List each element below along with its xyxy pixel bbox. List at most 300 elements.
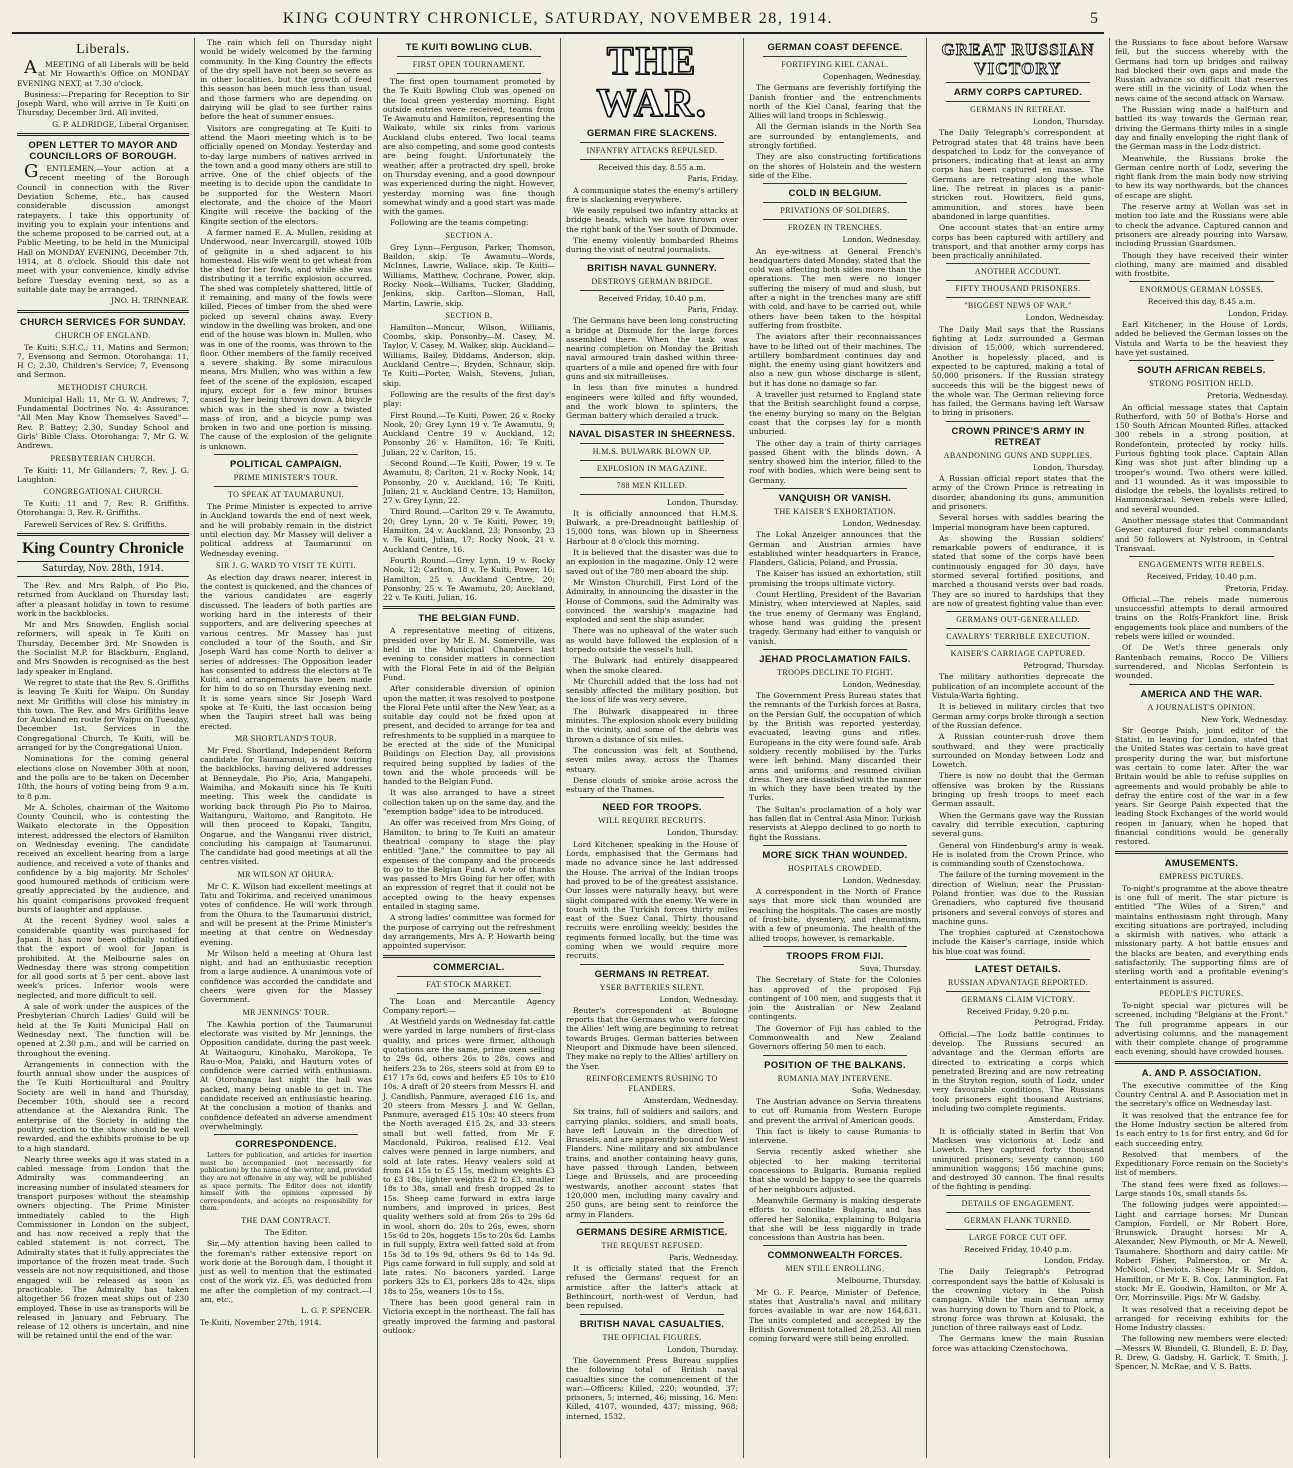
divider [763,845,907,846]
article-text: There is now no doubt that the German offensive was broken by the Russians bringing up fresh troops to meet each German assault. [932,771,1104,809]
war-subheading: LARGE FORCE CUT OFF. [968,1232,1068,1242]
results-text: Second Round.—Te Kuiti, Power, 19 v. Te Awamutu, 8; Carlton, 21 v. Rocky Nook, 14; Ponsonby, 20 v. Auckland, 16; Te Kuiti, Julian, 21 v. Auckland Centre, 13; Hamilton, 27 v. Grey Lynn, 22. [383,458,555,506]
war-subheading: RUMANIA MAY INTERVENE. [777,1073,893,1083]
divider [1129,281,1274,282]
dateline: London, Thursday. [1032,462,1104,472]
local-news-item: Mr A. Scholes, chairman of the Waitomo County Council, who is contesting the Waikato electorate in the Opposition interest, addressed the electors of Hamilton on Wednesday evening. The candidate received an excellent hearing from a large audience, and received a vote of thanks and confidence by a big majority. Mr Scholes' good humoured methods of criticism were greatly appreciated by the audience, and his quaint comparisons provoked frequent bursts of laughter and applause. [17,802,189,915]
dateline: Sofia, Wednesday. [851,1085,921,1095]
article-text: When the Germans gave way the Russian cavalry did terrible execution, capturing several guns. [932,810,1104,839]
war-subheading: A JOURNALIST'S OPINION. [1147,702,1256,712]
divider [946,263,1090,264]
article-text: The Germans are feverishly fortifying the Danish frontier and the entrenchments north of the Kiel Canal, fearing that the Allies will land troops in Schleswig. [749,83,921,121]
divider [397,56,541,57]
divider [580,477,724,478]
liberals-business: Business:—Preparing for Reception to Sir Joseph Ward, who will arrive in Te Kuiti on Thursday, December 3rd. All invited. [17,89,189,118]
dateline: New York, Wednesday. [1201,714,1288,724]
divider [946,1229,1090,1230]
war-subheading: VANQUISH OR VANISH. [778,492,892,504]
to-editor: The Editor. [264,1227,308,1237]
divider [580,964,724,965]
liberals-heading: Liberals. [76,42,130,57]
divider [383,955,555,958]
article-text: The executive committee of the King Country Central A. and P. Association met in the secretary's office on Wednesday last. [1115,1080,1288,1109]
divider [763,202,907,203]
war-subheading: TROOPS FROM FIJI. [786,950,884,962]
article-text: The Daily Telegraph's correspondent at Petrograd states that 48 trains have been despatched to Lodz for the conveyance of prisoners, indicating that at least an army corps has been captured en masse. The Germans are retreating along the whole line. The retreat in places is a panic-stricken rout. Howitzers, field guns, ammunition, and stores have been abandoned in large quantities. [932,128,1104,221]
section-b-heading: SECTION B. [445,310,493,320]
war-subheading: COMMONWEALTH FORCES. [767,1250,903,1262]
header-title: KING COUNTRY CHRONICLE, SATURDAY, NOVEMBER 28, 1914. [282,10,834,27]
war-subheading: POSITION OF THE BALKANS. [764,1059,906,1071]
article-text: There has been good general rain in Victoria except in the northeast. The fall has greatly improved the farming and pastoral outlook. [383,1298,555,1335]
divider [397,73,541,74]
divider [580,142,724,143]
war-subheading: GERMANS IN RETREAT. [970,105,1066,114]
article-text: The Loan and Mercantile Agency Company report:— [383,996,555,1015]
war-subheading: ENGAGEMENTS WITH REBELS. [1138,560,1265,570]
dateline: Paris, Friday. [687,174,738,184]
divider [580,424,724,425]
column-4 [561,38,744,1458]
received-line: Received this day, 8.55 a.m. [598,163,706,172]
article-text: It was also arranged to have a street collection taken up on the same day, and the "exemption badge" idea to be introduced. [383,788,555,817]
letter-date: Te Kuiti, November 27th, 1914. [200,1317,322,1327]
congregational-text: Te Kuiti: 11 and 7, Rev. R. Griffiths. Otorohanga: 3, Rev. R. Griffiths. [17,499,189,518]
article-text: The Kaiser has issued an exhortation, still promising the troops ultimate victory. [749,569,921,588]
war-subheading: GERMANS CLAIM VICTORY. [961,995,1075,1005]
divider [1115,1061,1288,1064]
article-text: The Germans have been long constructing a bridge at Dixmude for the large forces assembled there. When the task was nearing completion on Monday the British naval armoured train dashed within three-quarters of a mile and opened fire with four guns and six mitrailleuses. [566,316,738,382]
war-subheading: LATEST DETAILS. [975,964,1061,976]
war-subheading: PRIVATIONS OF SOLDIERS. [780,206,890,216]
divider [946,101,1090,102]
article-text: We easily repulsed two infantry attacks at bridge heads, which we have thrown over the right bank of the Yser south of Dixmude. [566,206,738,234]
article-text: As showing the Russian soldiers' remarkable powers of endurance, it is stated that some of the corps have been continuously engaged for 30 days, have stormed several fortified positions, and marched a thousand versts over bad roads. They are so inured to hardships that they are now of greatest fighting value than ever. [932,533,1104,608]
war-subheading: 788 MEN KILLED. [616,480,688,490]
divider [17,133,189,136]
article-text: An official message states that Captain Rutherford, with 50 of Botha's Horse and 150 South African Mounted Rifles, attacked 300 rebels in a strong position, at Rondefontein, protected by rocky hills. Furious fighting took place. Captain Allan King was shot just after blinding up a trooper's wound. Two others were killed, and 11 wounded. As it was impossible to dislodge the rebels, the loyalists retired to Hammonskraal. Seven rebels were killed, and several wounded. [1115,402,1288,514]
great-russian-victory-heading: GREAT RUSSIAN VICTORY [941,40,1095,78]
war-subheading: MEN STILL ENROLLING. [785,1264,885,1274]
article-text: The following new members were elected:—Messrs W. Blundell, G. Blundell, E. D. Day, R. Drew, G. Gadsby, H. Garlick, T. Smith, J. Spencer, N. McRae, and V. S. Batts. [1115,1334,1288,1372]
divider [946,645,1090,646]
dateline: Suva, Thursday. [859,963,921,973]
article-text: The Governor of Fiji has cabled to the Commonwealth and New Zealand Governors offering 50 men to each. [749,1023,921,1052]
divider [946,1195,1090,1196]
divider [580,494,724,495]
article-text: Reuter's correspondent at Boulogne reports that the Germans who were forcing the Allies' left wing are beginning to retreat towards Bruges. German batteries between Nieuport and Dixmude have been silenced. They make no reply to the Allies' artillery on the Yser. [566,1005,738,1071]
war-subheading: GERMANS DESIRE ARMISTICE. [576,1226,728,1238]
article-text: Lord Kitchener, speaking in the House of Lords, emphasised that the Germans had made no advance since he last addressed the House. The arrival of the Indian troops had proved to be of the greatest assistance. Our losses were naturally heavy, but were slight compared with the enemy. We were in touch with the Turkish forces thirty miles east of the Suez Canal. Thirty thousand recruits were enrolling weekly, besides the regiments formed locally, but the time was coming when we would require more recruits. [566,839,738,961]
war-subheading: AMERICA AND THE WAR. [1140,688,1263,700]
war-subheading: NAVAL DISASTER IN SHEERNESS. [568,428,736,440]
divider [397,993,541,994]
article-text: The Government Press Bureau states that the remnants of the Turkish forces at Basra, on the Persian Gulf, the occupation of which by the British was reported yesterday, evacuated, leaving guns and rifles. Europeans in the city were found safe. Arab soldiery recently mobilised by the Turks were left behind. Many discarded their arms and uniforms and resumed civilian dress. They are dissatisfied with the manner in which they have been treated by the Turks. [749,691,921,803]
war-subheading: EXPLOSION IN MAGAZINE. [596,463,708,473]
war-subheading: JEHAD PROCLAMATION FAILS. [759,653,911,665]
war-subheading: ARMY CORPS CAPTURED. [953,87,1083,98]
war-subheading: H.M.S. BULWARK BLOWN UP. [592,446,712,456]
war-subheading: COLD IN BELGIUM. [788,188,882,200]
dateline: London, Thursday. [1032,117,1104,126]
dateline: Pretoria, Wednesday. [1206,391,1288,401]
local-news-item: We regret to state that the Rev. S. Griffiths is leaving Te Kuiti for Waipu. On Sunday next Mr Griffiths will close his ministry in this town. The Rev. and Mrs Griffiths leave for Auckland en route for Waipu on Tuesday, December 1st. Services in the Congregational Church, Te Kuiti, will be arranged for by the Congregational Union. [17,677,189,753]
divider [17,533,189,536]
article-text: Official.—The rebels made numerous unsuccessful attempts to derail armoured trains on the Rolfs-Frankfort line. Brisk engagements took place and numbers of the rebels were killed or wounded. [1115,594,1288,642]
column-6 [927,38,1110,1458]
article-text: Mr C. K. Wilson had excellent meetings at Tatu and Tokirima, and received unanimous votes of confidence. He will work through from the Ohura to the Taumarunui district, and will be present at the Prime Minister's meeting at that centre on Wednesday evening. [200,881,372,947]
war-subheading: REINFORCEMENTS RUSHING TO FLANDERS. [586,1073,718,1093]
article-text: Following are the teams competing: [390,218,529,228]
article-text: Official.—The Lodz battle continues to develop. The Russians secured an advantage and the German efforts are directed to extricating a corps which penetrated Brezing and are now retreating in the Stryton region, south of Lodz, under very favourable conditions. The Russians took prisoners eight thousand Austrians, including two complete regiments. [932,1029,1104,1114]
local-news-item: Nearly three weeks ago it was stated in a cabled message from London that the Admiralty was commandeering an increasing number of insulated steamers for transport purposes without the steamship owners objecting. The Prime Minister immediately cabled to the High Commissioner in London on the subject, and has now received a reply that the cabled statement is not correct. The Admiralty states that it fully appreciates the importance of the frozen meat trade. Such vessels are not now requisitioned, and those engaged will be released as soon as practicable. The Admiralty has taken altogether 56 frozen meat ships out of 230 employed. These in use as transports will be released in January and February. The release of 12 others is uncertain, and nine will be retained until the end of the war. [17,1154,189,1341]
article-text: The stand fees were fixed as follows:—Large stands 10s, small stands 5s. [1115,1179,1288,1198]
article-text: It was resolved that a receiving depot be arranged for receiving exhibits for the Home Industry classes. [1115,1304,1288,1333]
church-england-text: Te Kuiti: S.H.C.; 11, Matins and Sermon; 7, Evensong and Sermon. Otorohanga: 11, H C; 2.30, Children's Service; 7, Evensong and Sermon. [17,342,189,380]
divider [763,946,907,947]
divider [383,606,555,609]
article-text: The Lokal Anzeiger announces that the German and Austrian armies have established winter headquarters in France, Flanders, Galicia, Poland, and Prussia. [749,530,921,568]
dateline: London, Wednesday. [842,235,921,245]
presbyterian-text: Te Kuiti: 11, Mr Gillanders; 7, Rev. J. G. Laughton. [17,465,189,484]
open-letter-signature: JNO. H. TRINNEAR. [111,296,189,306]
article-text: The Sultan's proclamation of a holy war has fallen flat in Central Asia Minor. Turkish reservists at Aleppo declined to go north to fight the Russians. [749,804,921,842]
divider [763,183,907,184]
article-text: General von Hindenburg's army is weak. He is isolated from the Crown Prince, who is commanding south of Czenstochowa. [932,840,1104,869]
jennings-heading: MR JENNINGS' TOUR. [242,1007,330,1017]
war-subheading: ENORMOUS GERMAN LOSSES. [1139,285,1264,295]
war-subheading: FIFTY THOUSAND PRISONERS. [955,284,1081,294]
war-subheading: THE REQUEST REFUSED. [601,1240,703,1250]
article-text: Mr Fred. Shortland, Independent Reform candidate for Taumarunui, is now touring the backblocks, having delivered addresses at Benneydale, Pio Pio, Aria, Mangapehi, Waimiha, and Mokauiti since his Te Kuiti meeting. This week the candidate is working back through Pio Pio to Mairoa, Waitanguru, Waitomo, and Rangitoto. He will then proceed to Kopaki, Tangitu, Ongarue, and the Wanganui river district, concluding his campaign at Taumarunui. The candidate had good meetings at all the centres visited. [200,745,372,867]
article-text: A traveller just returned to England state that the British searchlight found a corpse, the enemy burying so many on the Belgian coast that the corpses lay for a month unburied. [749,390,921,437]
liberals-notice: AMEETING of all Liberals will be held at Mr Howarth's Office on MONDAY EVENING NEXT, at 7.30 o'clock. [17,57,189,88]
ap-association-heading: A. AND P. ASSOCIATION. [1141,1067,1262,1079]
article-text: The trophies captured at Czenstochowa include the Kaiser's carriage, inside which his blue coat was found. [932,928,1104,956]
divider [763,1055,907,1056]
article-text: In less than five minutes a hundred engineers were killed and fifty wounded, and the work blown to splinters, the German battery which derailed a truck. [566,383,738,421]
local-news-item: At the recent Sydney wool sales a considerable quantity was purchased for Japan. It has now been officially notified that the export of wool for Japan is prohibited. At the Melbourne sales on Wednesday there was strong competition for all good sorts at 5 per cent. above last week's prices. Inferior wools were neglected, and more difficult to sell. [17,916,189,1000]
war-subheading: KAISER'S CARRIAGE CAPTURED. [950,649,1086,659]
article-text: Of De Wet's three generals only Rantenbach remains, Rocco De Villiers surrendered, and Nicolas Serfontein is wounded. [1115,643,1288,681]
commercial-heading: COMMERCIAL. [433,961,505,973]
local-news-item: The rain which fell on Thursday night would be widely welcomed by the farming community. In the King Country the effects of the dry spell have not been so severe as in other localities, but the growth of feed this season has been much less than usual, and those farmers who are depending on dairying will be glad to see further rains before the heat of summer ensues. [200,38,372,122]
war-subheading: GERMANS OUT-GENERALLED. [956,615,1080,625]
divider [1129,360,1274,361]
article-text: The other day a train of thirty carriages passed Ghent with the blinds down. A sentry showed him the interior, filled to the roof with bodies, which were being sent to Germany. [749,438,921,485]
results-text: Third Round.—Carlton 29 v. Te Awamutu, 20; Grey Lynn, 20 v. Te Kuiti, Power, 19; Hamilton, 24 v. Auckland, 23; Ponsonby, 23 v. Te Kuiti, Julian, 17; Rocky Nook, 21 v. Auckland Centre, 16. [383,507,555,554]
article-text: To-night special war pictures will be screened, including "Belgians at the Front." The full programme appears in our advertising columns, and the management with their complete change of programme each evening, should have crowded houses. [1115,1000,1288,1057]
dam-contract-heading: THE DAM CONTRACT. [241,1215,331,1225]
war-subheading: ANOTHER ACCOUNT. [974,267,1062,277]
article-text: It is officially stated that the French refused the Germans' request for an armistice after the latter's attack at Bethincourt, north-west of Verdun, had been repulsed. [566,1264,738,1311]
local-news-item: Arrangements in connection with the fourth annual show under the auspices of the Te Kuiti Horticultural and Poultry Society are well in hand and Thursday, December 10th, should see a record attendance at the Alexandra Rink. The enterprise of the Society in adding the poultry section to the show should be well rewarded, and the exhibits promise to be up to a high standard. [17,1059,189,1153]
divider [763,649,907,650]
dateline: London, Wednesday. [1025,313,1104,323]
article-text: The enemy violently bombarded Rheims during the visit of neutral journalists. [566,236,738,255]
article-text: The following judges were appointed:—Light and carriage horses: Mr Duncan Campion, Fordell, or Mr Robert Hore, Brunswick. Draught horses: Mr A. Alexander, New Plymouth, or Mr A. Newell, Taumahere. Shorthorn and dairy cattle: Mr Robert Fisher, Palmerston, or Mr A. McNicol, Cheviots. Sheep: Mr R. Seddon, Hamilton, or Mr E. B. Cox, Lanmington. Fat stock: Mr E. Goodwin, Hamilton, or Mr A. Orr, Morrinsville. Pigs: Mr W. Gadsby. [1115,1200,1288,1303]
peoples-pictures-heading: PEOPLE'S PICTURES. [1159,988,1244,998]
divider [763,488,907,489]
letter-signature: L. G. P. SPENCER. [301,1306,372,1316]
divider [763,1245,907,1246]
divider [946,421,1090,422]
article-text: An offer was received from Mrs Going, of Hamilton, to bring to Te Kuiti an amateur theatrical company to stage the play entitled "Jane," the committee to pay all expenses of the company and the proceeds to go to the Belgian Fund. A vote of thanks was passed to Mrs Going for her offer, with an expression of regret that it could not be accepted owing to the heavy expenses entailed in staging same. [383,818,555,912]
dateline: Pretoria, Friday. [1225,583,1288,593]
methodist-text: Municipal Hall: 11, Mr G. W. Andrews; 7, Fundamental Doctrines No. 4: Assurance: "All Men May Know Themselves Saved"—Rev. P. Battey; 2.30, Sunday School and Girls' Bible Class. Otorohanga: 7, Mr G. W. Andrews. [17,394,189,451]
war-subheading: HOSPITALS CROWDED. [787,863,883,873]
article-text: At Westfield yards on Wednesday fat cattle were yarded in large numbers of first-class quality, and prices were firmer, although quotations are the same, prime oxen selling to 29s 6d, others 26s to 28s, cows and heifers 23s to 26s, steers sold at from £9 to £17 17s 6d, cows and heifers £5 10s to £10 10s. A draft of 20 steers from Messrs H. and J. Candlish, Panmure, averaged £16 1s, and 20 steers from Messrs J. and W. Gellan, Panmure, averaged £15 10s; 40 steers from the North averaged £15 2s, and 33 steers small but well fatted, from Mr F. Macdonald, Pukiroa, realised £12. Veal calves were penned in large numbers, and sold at late rates. Heavy vealers sold at from £4 15s to £5 15s, medium weights £3 to £3 18s, lighter weights £2 to £3, smaller 18s to 38s, small and fresh dropped 2s to 15s. Sheep came forward in extra large numbers, and improved in prices. Best quality wethers sold at from 26s to 29s 6d in wool, shorn do. 20s to 26s, ewes, shorn 15s 6d to 20s, hoggets 15s to 20s 6d. Lambs in full supply, Extra well fatted sold at from 15s 3d to 19s 9d, others 9s 6d to 14s 9d. Pigs came forward in full supply, and sold at late rates. No baconers yarded. Large porkers 32s to £3, porkers 28s to 42s, slips 18s to 25s, weaners 10s to 15s. [383,1017,555,1296]
article-text: A strong ladies' committee was formed for the purpose of carrying out the refreshment day arrangements, Mrs A. P. Howarth being appointed supervisor. [383,913,555,951]
article-text: Resolved that members of the Expeditionary Force remain on the Society's list of members. [1115,1149,1288,1178]
divider [580,258,724,259]
team-list: Grey Lynn—Ferguson, Parker, Thomson, Baildon, skip. Te Awamutu—Words, McInnes, Lawrie, Wallace, skip. Te Kuiti—Williams, Matthew, Cochrane, Power, skip. Rocky Nook—Williams, Tucker, Gladding, Jenkins, skip. Carlton—Sloman, Hall, Martin, Lawrie, skip. [383,242,555,308]
war-subheading: BRITISH NAVAL CASUALTIES. [579,1318,725,1330]
article-text: The Prime Minister is expected to arrive in Auckland towards the end of next week, and he will probably remain in the district until election day. Mr Massey will deliver a political address at Taumarunui on Wednesday evening. [200,502,372,558]
article-text: The Daily Telegraph's Petrograd correspondent says the battle of Kolusaki is the crowning victory in the Polish campaign. While the main German army was hurrying down to Thorn and to Plock, a strong force was thrown at Kolusaki, the junction of three railways east of Lodz. [932,1267,1104,1333]
bowling-club-heading: TE KUITI BOWLING CLUB. [405,42,533,53]
article-text: As election day draws nearer, interest in the contest is quickened, and the chances of the various candidates are eagerly discussed. The leaders of both parties are working hard in the interests of their supporters, and are delivering speeches at various centres. Mr Massey has just concluded a tour of the South, and Sir Joseph Ward has come North to deliver a series of addresses. The Opposition leader has consented to address the electors at Te Kuiti, and arrangements have been made for him to do so on Thursday evening next. It is some years since Sir Joseph Ward spoke at Te Kuiti, the last occasion being when the Taupiri street hall was being erected. [200,572,372,731]
ward-visit-heading: SIR J. G. WARD TO VISIT TE KUITI. [216,560,356,570]
pm-speak-heading: TO SPEAK AT TAUMARUNUI. [227,490,345,500]
columns [12,38,1288,1458]
received-line: Received, Friday, 10.40 p.m. [1146,572,1257,582]
article-text: The first open tournament promoted by the Te Kuiti Bowling Club was opened on the local green yesterday morning. Eight outside entries were received, teams from Te Awamutu and Hamilton, representing the Waikato, while six rinks from various Auckland clubs entered. Two local teams are also competing, and some good contests are being fought. Unfortunately the weather, after a protracted dry spell, broke on Thursday evening, and a good downpour was experienced during the night. However, yesterday morning was fine though somewhat windy and a good start was made with the games. [383,77,555,217]
war-subheading: WILL REQUIRE RECRUITS. [598,816,706,826]
article-text: There was no upheaval of the water such as would have followed the explosion of a torpedo outside the vessel's hull. [566,626,738,654]
article-text: This fact is likely to cause Rumania to intervene. [749,1126,921,1146]
received-line: Received Friday, 9.20 p.m. [966,1007,1070,1017]
war-subheading: RUSSIAN ADVANTAGE REPORTED. [948,978,1088,988]
article-text: It is officially announced that H.M.S. Bulwark, a pre-Dreadnought battleship of 15,000 tons, was blown up in Sheerness Harbour at 8 o'clock this morning. [566,508,738,546]
received-line: Received Friday, 10.40 p.m. [598,293,706,303]
article-text: Meanwhile, the Russians broke the German centre north of Lodz, severing the right flank from the main body now striving to hew its way northwards, but the chances of escape are slight. [1115,153,1288,200]
article-text: A communique states the enemy's artillery fire is slackening everywhere. [566,185,738,204]
page-header [12,8,1104,34]
dateline: Amsterdam, Wednesday. [643,1095,738,1105]
war-subheading: THE OFFICIAL FIGURES. [602,1332,702,1342]
article-text: Mr G. F. Pearce, Minister of Defence, states that Australia's naval and military forces available in war are now 164,631. The units completed and accepted by the British Government totalled 28,253. All men coming forward were still being enrolled. [749,1287,921,1344]
open-letter-body: GENTLEMEN,—Your action at a recent meeting of the Borough Council in connection with the River Deviation Scheme, etc., has caused considerable discussion amongst ratepayers. I take this opportunity of inviting you to explain your intentions and the scheme proposed to be carried out, at a Public Meeting, to be held in the Municipal Hall on MONDAY EVENING, December 7th, 1914, at 8 o'clock. Should this date not meet with your convenience, kindly advise before Tuesday evening next, so as a suitable date may be arranged. [17,161,189,294]
article-text: A Russian counter-rush drove them southward, and they were practically surrounded on Monday between Lodz and Lowetch. [932,732,1104,770]
divider [946,628,1090,629]
divider [946,280,1090,281]
dateline: Melbourne, Thursday. [836,1276,921,1286]
divider [214,486,358,487]
article-text: The Bulwark disappeared in three minutes. The explosion shook every building in the vicinity, and some of the debris was thrown a distance of six miles. [566,706,738,744]
divider [946,991,1090,992]
column-7 [1110,38,1293,1458]
dateline: London, Wednesday. [842,875,921,885]
article-text: The reserve army at Wollan was set in motion too late and the Russians were able to check the advance. Captured cannon and prisoners are already pouring into Warsaw, including Prussian Guardsmen. [1115,202,1288,249]
article-text: After considerable diversion of opinion upon the matter, it was resolved to postpone the Floral Fete until after the New Year, as a suitable day could not be fixed upon at present, and decided to arrange for tea and refreshments to be supplied in a marquee to be erected at the side of the Municipal Buildings on Election Day, all provisions required being supplied by ladies of the town and the whole proceeds will be handed to the Belgian Fund. [383,684,555,787]
article-text: A representative meeting of citizens, presided over by Mr E. M. Somerville, was held in the Municipal Chambers last evening to consider matters in connection with the Floral Fete in aid of the Belgian Fund. [383,626,555,682]
amusements-heading: AMUSEMENTS. [1164,857,1239,869]
war-subheading: BRITISH NAVAL GUNNERY. [587,262,717,274]
local-news-item: The Rev. and Mrs Ralph, of Pio Pio, returned from Auckland on Thursday last, after a pleasant holiday in town to resume work in the backblocks. [17,580,189,618]
political-campaign-heading: POLITICAL CAMPAIGN. [230,459,342,471]
farewell-services: Farewell Services of Rev. S. Griffiths. [24,519,167,529]
dateline: Amsterdam, Friday. [1028,1115,1104,1125]
dateline: London, Thursday. [666,828,738,838]
article-text: Earl Kitchener, in the House of Lords, added he believed the German losses on the Vistula and Warta to be the heaviest they have yet sustained. [1115,320,1288,357]
dateline: Petrograd, Friday. [1034,1018,1104,1028]
article-text: A correspondent in the North of France says that more sick than wounded are reaching the hospitals. The cases are mostly of frost-bite, dysentery, and rheumatism, with a few of pneumonia. The health of the allied troops, however, is remarkable. [749,887,921,943]
article-text: Dense clouds of smoke arose across the estuary of the Thames. [566,775,738,795]
divider [17,310,189,313]
congregational-heading: CONGREGATIONAL CHURCH. [43,487,163,497]
page-number: 5 [1090,10,1098,27]
local-news-item: A sale of work under the auspices of the Presbyterian Church Ladies' Guild will be held at the Te Kuiti Municipal Hall on Wednesday next. The function will be opened at 2.30 p.m., and will be carried on throughout the evening. [17,1002,189,1058]
war-subheading: YSER BATTERIES SILENT. [599,982,705,992]
article-text: The Russian wing made a half-turn and battled its way towards the German rear, driving the Germans thirty miles in a single day and finally enveloping the right flank of the German mass in the Lodz district. [1115,105,1288,152]
dateline: Copenhagen, Wednesday. [822,72,921,81]
divider [580,1314,724,1315]
article-text: The Bulwark had entirely disappeared when the smoke cleared. [566,656,738,675]
dateline: London, Friday. [1227,308,1288,318]
article-text: The Austrian advance on Servia threatens to cut off Rumania from Western Europe and prevent the arrival of American goods. [749,1096,921,1125]
column-5 [744,38,927,1458]
presbyterian-heading: PRESBYTERIAN CHURCH. [50,453,156,463]
article-text: Following are the results of the first day's play: [383,389,555,409]
section-a-heading: SECTION A. [445,230,493,240]
liberals-signature: G. P. ALDRIDGE, Liberal Organiser. [52,119,189,129]
war-subheading: TROOPS DECLINE TO FIGHT. [777,667,893,677]
team-list: Hamilton—Moncur, Wilson, Williams, Coombs, skip. Ponsonby—M. Casey, M. Taylor, V. Casey, M. Walker, skip. Auckland—Williams, Bailey, Diddams, Anderson, skip. Auckland Centre—, Bryden, Schnaur, skip. Te Kuiti—Porter, Walsh, Stevens, Julian, skip. [383,322,555,388]
divider [580,1222,724,1223]
divider [763,219,907,220]
open-letter-heading: OPEN LETTER TO MAYOR AND COUNCILLORS OF BOROUGH. [28,140,178,163]
war-subheading: GERMAN FLANK TURNED. [964,1215,1072,1225]
article-text: Six trains, full of soldiers and sailors, and carrying planks, soldiers, and small boats, have left Louvain in the direction of Brussels, and are apparently bound for West Flanders. Nine military and six ambulance trains, and another containing heavy guns, have passed through Landen, between Liege and Brussels, and are proceeding westwards, another account states that 120,000 men, including many cavalry and 250 guns, are being sent to reinforce the army in Flanders. [566,1107,738,1219]
methodist-heading: METHODIST CHURCH. [57,382,149,392]
divider [580,159,724,160]
article-text: The Secretary of State for the Colonies has approved of the proposed Fiji contingent of 100 men, and suggests that it join the Australian or New Zealand contingents. [749,975,921,1022]
article-text: The Germans knew the main Russian force was attacking Czenstochowa. [932,1334,1104,1353]
divider [580,797,724,798]
dateline: Paris, Wednesday. [669,1252,738,1262]
article-text: The military authorities deprecate the publication of an incomplete account of the Vistula-Warta fighting. [932,672,1104,701]
dateline: London, Wednesday. [842,518,921,528]
received-line: Received this day, 8.45 a.m. [1147,297,1256,307]
divider [946,959,1090,960]
divider [214,454,358,455]
article-text: The concussion was felt at Southend, seven miles away, across the Thames estuary. [566,745,738,774]
war-subheading: GERMANS IN RETREAT. [594,968,710,980]
war-subheading: ABANDONING GUNS AND SUPPLIES. [943,450,1093,460]
divider [763,56,907,57]
wilson-heading: MR WILSON AT OHURA. [237,869,335,879]
column-1 [12,38,195,1458]
tournament-heading: FIRST OPEN TOURNAMENT. [412,60,526,69]
pm-tour-heading: PRIME MINISTER'S TOUR. [233,473,339,483]
divider [580,290,724,291]
war-subheading: "BIGGEST NEWS OF WAR." [964,301,1072,311]
war-subheading: INFANTRY ATTACKS REPULSED. [586,146,718,155]
article-text: The failure of the turning movement in the direction of Wieliun, near the Prussian-Poland frontier, was due to the Russian Grenadiers, who captured five thousand prisoners and several convoys of stores and machine guns. [932,870,1104,926]
article-text: One account states that an entire army corps has been captured with artillery and transport, and that another army corps has been practically annihilated. [932,223,1104,261]
article-text: To-night's programme at the above theatre is one full of merit. The star picture is entitled "The Wiles of a Siren," and maintains enthusiasm right through. Many exciting situations are portrayed, including a skirmish with natives, who attack a missionary party. A hot battle ensues and the blacks are beaten, and everything ends satisfactorily. The supporting films are of sterling worth and a profitable evening's entertainment is assured. [1115,883,1288,986]
divider [580,460,724,461]
empress-pictures-heading: EMPRESS PICTURES. [1159,871,1244,881]
article-text: Sir George Paish, joint editor of the Statist, in leaving for London, stated that the United States was certain to have great prosperity during the war, but misfortune was certain to come later. After the war Britain would be able to refuse supplies on agreements and would probably be able to defray the entire cost of the war in a few years. Sir George Paish expected that the leading Stock Exchanges of the world would reopen in January, when he hoped that financial conditions would be generally restored. [1115,725,1288,847]
article-text: It is believed in military circles that two German army corps broke through a section of the Russian defence. [932,702,1104,730]
article-text: Mr Churchill added that the loss had not sensibly affected the military position, but the loss of life was very severe. [566,676,738,705]
belgian-fund-heading: THE BELGIAN FUND. [418,613,520,625]
war-subheading: STRONG POSITION HELD. [1149,379,1254,389]
divider [1129,684,1274,685]
local-news-item: Visitors are congregating at Te Kuiti to attend the Maori meeting which is to be officially opened on Monday. Yesterday and to-day large numbers of natives arrived in the town and a good many others are still to arrive. One of the chief objects of the meeting is to decide upon the candidate to be supported for the Western Maori electorate, and the choice of the Maori Kingite will receive the backing of the Kingite section of the electors. [200,123,372,226]
article-text: Servia recently asked whether she objected to her making territorial concessions to Bulgaria. Rumania replied that she would be happy to see the quarrels of her neighbours adjusted. [749,1147,921,1194]
divider [946,297,1090,298]
divider [1115,851,1288,854]
divider [214,1134,358,1135]
article-text: Mr Wilson held a meeting at Ohura last night, and had an enthusiastic reception from a large audience. A unanimous vote of confidence was accorded the candidate and cheers were given for the Massey Government. [200,948,372,1005]
war-subheading: FORTIFYING KIEL CANAL. [781,60,889,69]
war-subheading: THE KAISER'S EXHORTATION. [774,506,896,516]
article-text: It is believed that the disaster was due to an explosion in the magazine. Only 12 were saved out of the 780 men aboard the ship. [566,548,738,576]
article-text: the Russians to face about before Warsaw fell, but the success whereby with the Germans had torn up bridges and railway had blocked their own gaps and made the Russian advance so difficult that reserves were still in the vicinity of Lodz when the news came of the second attack on Warsaw. [1115,38,1288,103]
fat-stock-heading: FAT STOCK MARKET. [426,979,512,989]
article-text: A Russian official report states that the army of the Crown Prince is retreating in disorder, abandoning its guns, ammunition and prisoners. [932,474,1104,511]
article-text: It was resolved that the entrance fee for the Home Industry section be altered from 1s each entry to 1s for first entry, and 6d for each succeeding entry. [1115,1110,1288,1148]
war-subheading: CAVALRYS' TERRIBLE EXECUTION. [946,632,1090,642]
local-news-item: A farmer named E. A. Mullen, residing at Underwood, near Invercargill, stowed 10lb of gelignite in a shed adjacent to his homestead. His wife went to get wheat from the shed for her fowls, and while she was distributing it a terrific explosion occurred. The shed was completely shattered, little of it remaining, and many of the fowls were killed. Pieces of timber from the shed were picked up several chains away. Every window in the dwelling was broken, and one end of the house was blown in. Mullen, who was in one of the rooms, was thrown to the floor. Other members of the family received a severe shaking. By some miraculous means, Mrs Mullen, who was within a few feet of the scene of the explosion, escaped injury, except for a few minor bruises caused by her being thrown down. A bicycle which was in the shed is now a twisted mass of iron, and a bicycle pump was broken in two and one portion is missing. The cause of the explosion of the gelignite is unknown. [200,227,372,451]
article-text: The Kawhia portion of the Taumarunui electorate was visited by Mr Jennings, the Opposition candidate, during the past week. At Waitaoguru, Kinohaku, Marokopa, Te Rau-o-Moa, Paiaki, and Hauturu votes of confidence were carried with enthusiasm. At Otorohanga last night the hall was packed, many being unable to get in. The candidate received an enthusiastic hearing. At the conclusion a motion of thanks and confidence defeated an adverse amendment overwhelmingly. [200,1019,372,1131]
article-text: They are also constructing fortifications on the shores of Holstein and the western side of the Elbe. [749,152,921,180]
local-news-item: Nominations for the coming general elections close on November 30th at noon, and the polls are to be taken on December 10th, the hours of voting being from 9 a.m. to 8 p.m. [17,754,189,801]
article-text: It is officially stated in Berlin that Von Macksen was victorious at Lodz and Lowetch. They captured forty thousand uninjured prisoners; seventy cannon; 160 ammunition waggons; 156 machine guns; and destroyed 30 cannon. The final results of the fighting is pending. [932,1126,1104,1192]
war-subheading: CROWN PRINCE'S ARMY IN RETREAT [951,425,1085,448]
results-text: Fourth Round.—Grey Lynn, 19 v. Rocky Nook, 12; Carlton, 18 v. Te Kuiti, Power, 16; Hamilton, 25 v. Auckland Centre, 20; Ponsonby, 25 v. Te Awamutu, 20; Auckland, 22 v. Te Kuiti, Julian, 16. [383,555,555,603]
issue-dateline: Saturday, Nov. 28th, 1914. [17,561,189,577]
divider [397,976,541,977]
article-text: Though they have received their winter clothing, many are maimed and disabled with frostbite. [1115,250,1288,279]
war-subheading: SOUTH AFRICAN REBELS. [1137,365,1266,377]
dateline: London, Wednesday. [842,679,921,689]
church-england-heading: CHURCH OF ENGLAND. [55,330,151,340]
dateline: London, Thursday. [666,497,738,507]
shortland-heading: MR SHORTLAND'S TOUR. [235,733,337,743]
war-subheading: FROZEN IN TRENCHES. [787,223,883,233]
article-text: Meanwhile Germany is making desperate efforts to conciliate Bulgaria, and has offered her Salonika, explaining to Bulgaria that she will be less niggardly in trade concessions than Austria has been. [749,1195,921,1243]
dateline: London, Friday. [1043,1256,1104,1266]
article-text: Another message states that Commandant Geyser captured four rebel commandants and 50 followers at Nylstroom, in Central Transvaal. [1115,516,1288,553]
correspondence-note: Letters for publication, and articles for insertion must be accompanied (not necessarily for publication) by the name of the writer, and, provided they are not offensive in any way, will be published as space permits. The Editor does not identify himself with the opinions expressed by correspondents, and accepts no responsibility for them. [200,1151,372,1213]
war-subheading: DETAILS OF ENGAGEMENT. [961,1198,1075,1208]
war-subheading: GERMAN FIRE SLACKENS. [586,128,718,139]
divider [580,443,724,444]
divider [946,82,1090,83]
war-subheading: DESTROYS GERMAN BRIDGE. [591,276,713,286]
dateline: London, Wednesday. [659,994,738,1004]
results-text: First Round.—Te Kuiti, Power, 26 v. Rocky Nook, 20; Grey Lynn 19 v. Te Awamutu, 9; Auckland Centre 19 v. Auckland, 12; Ponsonby 26 v. Hamilton, 16; Te Kuiti, Julian, 22 v. Carlton, 15. [383,410,555,457]
divider [946,1212,1090,1213]
article-text: The aviators after their reconnaissances have to be lifted out of their machines. The artillery bombardment continues day and night, the enemy using giant howitzers and also a new gun whose discharge is silent, but it has done no damage so far. [749,332,921,388]
received-line: Received Friday, 10.40 p.m. [964,1244,1072,1254]
divider [946,611,1090,612]
divider [1129,556,1274,557]
local-news-item: Mr and Mrs Snowden, English social reformers, will speak in Te Kuiti on Thursday, December 3rd. Mr Snowden is the Socialist M.P. for Blackburn, England, and Mrs Snowden is recognised as the best lady speaker in England. [17,620,189,676]
church-services-heading: CHURCH SERVICES FOR SUNDAY. [20,316,186,328]
letter-text: Sir,—My attention having been called to the foreman's rather extensive report on work done at the Borough dam, I thought it just as well to mention that the estimated cost of the work viz. £5, was deducted from me after the completion of my contract.—I am, etc., [200,1239,372,1304]
war-subheading: MORE SICK THAN WOUNDED. [762,849,908,861]
column-2 [195,38,378,1458]
the-war-heading: THE WAR. [596,38,708,125]
article-text: Mr Winston Churchill, First Lord of the Admiralty, in announcing the disaster in the House of Commons, said the Admiralty was convinced the warship's magazine had exploded and sent the ship asunder. [566,577,738,625]
article-text: The Government Press Bureau supplies the following total of British naval casualties since the commencement of the war:—Officers: Killed, 220; wounded, 37; prisoners, 5; interned, 46; missing, 16. Men: Killed, 4107, wounded, 437; missing, 968; interned, 1532. [566,1355,738,1421]
article-text: All the German islands in the North Sea are surrounded by entanglements, and strongly fortified. [749,122,921,151]
